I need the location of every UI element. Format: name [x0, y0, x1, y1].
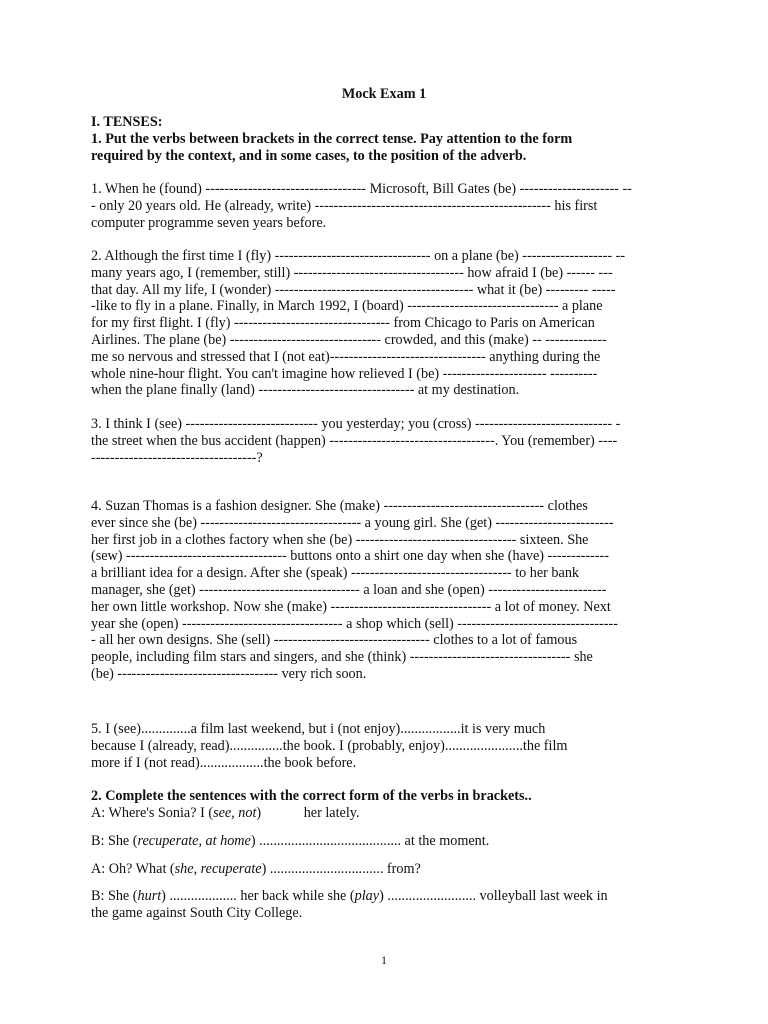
text-line: the street when the bus accident (happen) -----------------------------------. You (remember) ---- [91, 432, 618, 449]
text-line: many years ago, I (remember, still) ------------------------------------ how afraid I (be) ------ --- [91, 264, 613, 281]
text-line: more if I (not read)..................the book before. [91, 754, 357, 771]
text-line: that day. All my life, I (wonder) ------------------------------------------ what it (be) --------- ----- [91, 281, 616, 298]
text-line: because I (already, read)...............the book. I (probably, enjoy)......................the film [91, 737, 568, 754]
text-line: manager, she (get) ---------------------------------- a loan and she (open) ------------------------- [91, 581, 607, 598]
page-number: 1 [381, 953, 387, 967]
page-title: Mock Exam 1 [341, 86, 427, 102]
exercise-1-instructions [91, 131, 683, 165]
instruction-line: required by the context, and in some cases, to the position of the adverb. [91, 147, 527, 164]
text-line: people, including film stars and singers, and she (think) ---------------------------------- she [91, 649, 593, 666]
item-1 [91, 181, 683, 231]
text-line: when the plane finally (land) --------------------------------- at my destination. [91, 382, 520, 399]
text-line: a brilliant idea for a design. After she (speak) ---------------------------------- to her bank [91, 565, 580, 582]
dialog-line: the game against South City College. [91, 905, 303, 922]
item-3 [91, 416, 683, 466]
text-line: - only 20 years old. He (already, write) -------------------------------------------------- his first [91, 197, 598, 214]
dialog-line: A: Oh? What (she, recuperate) ................................ from? [91, 860, 421, 877]
text-line: (sew) ---------------------------------- buttons onto a shirt one day when she (have) ------------- [91, 548, 609, 565]
dialog-line: B: She (recuperate, at home) ........................................ at the moment. [91, 832, 490, 849]
text-line: 5. I (see)..............a film last weekend, but i (not enjoy).................it is very much [91, 721, 546, 737]
text-line: - all her own designs. She (sell) --------------------------------- clothes to a lot of famous [91, 632, 578, 649]
dialog-line: B: She (hurt) ................... her back while she (play) ......................... volleyball last week in [91, 888, 608, 905]
text-line: 4. Suzan Thomas is a fashion designer. She (make) ---------------------------------- clothes [91, 498, 588, 514]
dialog-line: A: Where's Sonia? I (see, not) her lately. [91, 805, 360, 821]
text-line: -like to fly in a plane. Finally, in March 1992, I (board) -------------------------------- a plane [91, 298, 603, 315]
item-5 [91, 721, 683, 771]
text-line: her first job in a clothes factory when she (be) ---------------------------------- sixteen. She [91, 531, 589, 548]
instruction-line: 1. Put the verbs between brackets in the correct tense. Pay attention to the form [91, 131, 573, 147]
text-line: me so nervous and stressed that I (not eat)--------------------------------- anything during the [91, 348, 601, 365]
text-line: ever since she (be) ---------------------------------- a young girl. She (get) ------------------------- [91, 514, 614, 531]
text-line: (be) ---------------------------------- very rich soon. [91, 665, 367, 682]
text-line: for my first flight. I (fly) --------------------------------- from Chicago to Paris on American [91, 315, 595, 332]
item-2 [91, 248, 683, 399]
exercise-2-heading: 2. Complete the sentences with the correct form of the verbs in brackets.. [91, 788, 532, 804]
text-line: year she (open) ---------------------------------- a shop which (sell) ---------------------------------- [91, 615, 618, 632]
text-line: whole nine-hour flight. You can't imagine how relieved I (be) ---------------------- ---------- [91, 365, 598, 382]
text-line: computer programme seven years before. [91, 214, 327, 231]
section-heading: I. TENSES: [91, 114, 163, 130]
text-line: 1. When he (found) ---------------------------------- Microsoft, Bill Gates (be) --------------------- -- [91, 181, 632, 197]
exercise-2-dialog [91, 805, 683, 933]
text-line: 3. I think I (see) ---------------------------- you yesterday; you (cross) ----------------------------- - [91, 416, 621, 432]
text-line: her own little workshop. Now she (make) ---------------------------------- a lot of money. Next [91, 598, 611, 615]
item-4 [91, 498, 683, 683]
text-line: -----------------------------------? [91, 449, 263, 466]
text-line: Airlines. The plane (be) -------------------------------- crowded, and this (make) -- ------------- [91, 331, 607, 348]
text-line: 2. Although the first time I (fly) --------------------------------- on a plane (be) ------------------- -- [91, 248, 626, 264]
